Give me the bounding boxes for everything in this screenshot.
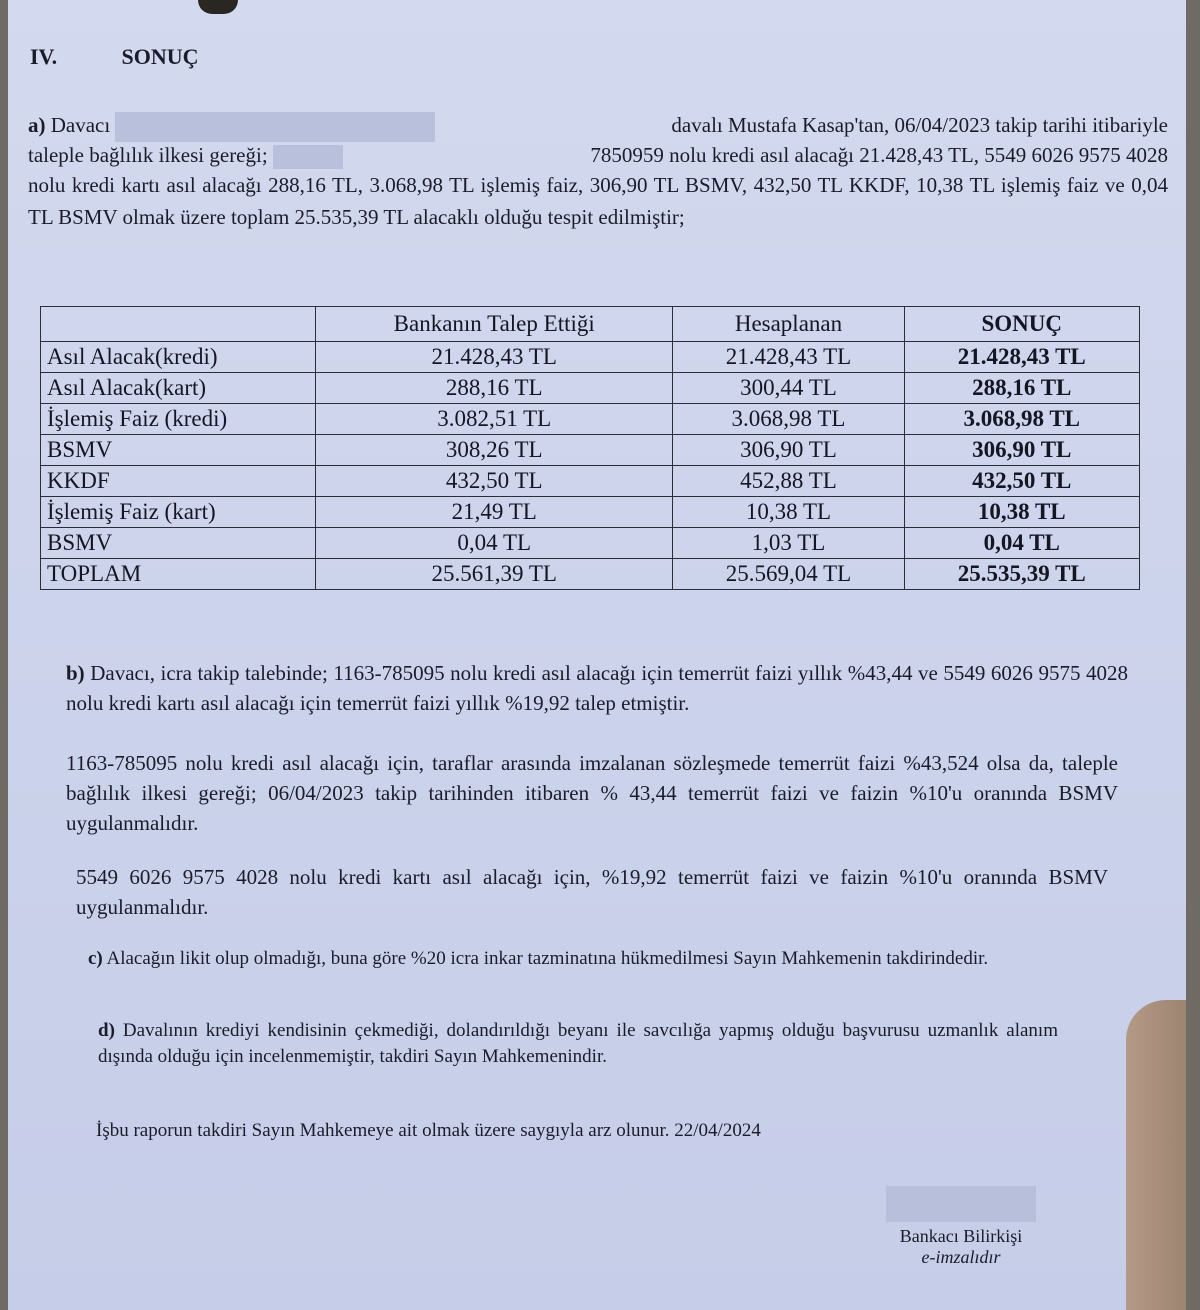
- row-label-cell: Asıl Alacak(kart): [41, 373, 316, 404]
- row-label-cell: KKDF: [41, 466, 316, 497]
- table-row: [41, 373, 1140, 404]
- calculated-cell: 300,44 TL: [673, 373, 904, 404]
- requested-cell: 288,16 TL: [316, 373, 673, 404]
- requested-cell: 25.561,39 TL: [316, 559, 673, 590]
- redacted-number: [273, 145, 343, 169]
- table-row: [41, 342, 1140, 373]
- results-table: [40, 306, 1140, 590]
- requested-cell: 21,49 TL: [316, 497, 673, 528]
- table-header-cell: Bankanın Talep Ettiği: [316, 307, 673, 342]
- result-cell: 10,38 TL: [904, 497, 1139, 528]
- requested-cell: 3.082,51 TL: [316, 404, 673, 435]
- requested-cell: 308,26 TL: [316, 435, 673, 466]
- result-cell: 306,90 TL: [904, 435, 1139, 466]
- requested-cell: 0,04 TL: [316, 528, 673, 559]
- paragraph-a-line2-start: taleple bağlılık ilkesi gereği;: [28, 143, 268, 168]
- result-cell: 432,50 TL: [904, 466, 1139, 497]
- closing-statement: İşbu raporun takdiri Sayın Mahkemeye ait olmak üzere saygıyla arz olunur. 22/04/2024: [96, 1120, 761, 1141]
- paragraph-c-label: c): [88, 948, 103, 969]
- row-label-cell: TOPLAM: [41, 559, 316, 590]
- redacted-signature-name: [886, 1186, 1036, 1222]
- hand-holding-paper: [1126, 1000, 1186, 1310]
- table-row: [41, 528, 1140, 559]
- paragraph-a-line2-end: 7850959 nolu kredi asıl alacağı 21.428,43 TL, 5549 6026 9575 4028: [590, 143, 1168, 168]
- calculated-cell: 3.068,98 TL: [673, 404, 904, 435]
- calculated-cell: 10,38 TL: [673, 497, 904, 528]
- paragraph-b3: 5549 6026 9575 4028 nolu kredi kartı asıl alacağı için, %19,92 temerrüt faizi ve faizin %10'u oranında BSMV uygulanmalıdır.: [76, 865, 1108, 919]
- table-header-cell: [41, 307, 316, 342]
- table-header-cell: SONUÇ: [904, 307, 1139, 342]
- paragraph-a-line1: [28, 112, 1168, 142]
- background-object: [198, 0, 238, 14]
- paragraph-a-line1-end: davalı Mustafa Kasap'tan, 06/04/2023 takip tarihi itibariyle: [671, 113, 1168, 137]
- paragraph-d-label: d): [98, 1020, 115, 1041]
- paragraph-a-start: Davacı: [50, 113, 111, 137]
- row-label-cell: BSMV: [41, 528, 316, 559]
- paragraph-d-text: Davalının krediyi kendisinin çekmediği, dolandırıldığı beyanı ile savcılığa yapmış olduğu başvurusu uzmanlık alanım dışında olduğu için incelenmemiştir, takdiri Sayın Mahkemenindir.: [98, 1020, 1058, 1067]
- table-row: [41, 404, 1140, 435]
- table-row: [41, 497, 1140, 528]
- signature-title: Bankacı Bilirkişi: [899, 1226, 1023, 1246]
- calculated-cell: 1,03 TL: [673, 528, 904, 559]
- section-heading: [30, 44, 199, 70]
- result-cell: 3.068,98 TL: [904, 404, 1139, 435]
- section-title: SONUÇ: [121, 44, 199, 69]
- requested-cell: 21.428,43 TL: [316, 342, 673, 373]
- row-label-cell: İşlemiş Faiz (kredi): [41, 404, 316, 435]
- paragraph-a-line2: [28, 142, 1168, 169]
- calculated-cell: 306,90 TL: [673, 435, 904, 466]
- section-number: IV.: [30, 44, 58, 69]
- calculated-cell: 25.569,04 TL: [673, 559, 904, 590]
- calculated-cell: 452,88 TL: [673, 466, 904, 497]
- paragraph-d: [98, 1018, 1058, 1070]
- redacted-name: [115, 112, 435, 142]
- table-row: [41, 466, 1140, 497]
- document-page: [8, 0, 1186, 1310]
- requested-cell: 432,50 TL: [316, 466, 673, 497]
- result-cell: 25.535,39 TL: [904, 559, 1139, 590]
- paragraph-b: [66, 658, 1128, 718]
- paragraph-b2: 1163-785095 nolu kredi asıl alacağı için, taraflar arasında imzalanan sözleşmede temerrüt faizi %43,524 olsa da, taleple bağlılık ilkesi gereği; 06/04/2023 takip tarihinden itibaren % 43,44 temerrüt faizi ve faizin %10'u oranında BSMV uygulanmalıdır.: [66, 751, 1118, 835]
- table-row: [41, 435, 1140, 466]
- paragraph-a-rest: nolu kredi kartı asıl alacağı 288,16 TL, 3.068,98 TL işlemiş faiz, 306,90 TL BSMV, 432,50 TL KKDF, 10,38 TL işlemiş faiz ve 0,04 TL BSMV olmak üzere toplam 25.535,39 TL alacaklı olduğu tespit edilmiştir;: [28, 173, 1168, 230]
- row-label-cell: BSMV: [41, 435, 316, 466]
- paragraph-b-label: b): [66, 661, 85, 685]
- paragraph-c-text: Alacağın likit olup olmadığı, buna göre %20 icra inkar tazminatına hükmedilmesi Sayın Mahkemenin takdirindedir.: [106, 948, 989, 969]
- signature-note: e-imzalıdır: [921, 1247, 1001, 1267]
- result-cell: 0,04 TL: [904, 528, 1139, 559]
- paragraph-a: [28, 112, 1168, 233]
- table-header-cell: Hesaplanan: [673, 307, 904, 342]
- result-cell: 288,16 TL: [904, 373, 1139, 404]
- table-row: [41, 559, 1140, 590]
- paragraph-a-label: a): [28, 113, 46, 137]
- paragraph-c: [88, 946, 1098, 972]
- paragraph-b-text: Davacı, icra takip talebinde; 1163-785095 nolu kredi asıl alacağı için temerrüt faizi yıllık %43,44 ve 5549 6026 9575 4028 nolu kredi kartı asıl alacağı için temerrüt faizi yıllık %19,92 talep etmiştir.: [66, 661, 1129, 715]
- result-cell: 21.428,43 TL: [904, 342, 1139, 373]
- signature-block: [886, 1186, 1036, 1268]
- table-header-row: [41, 307, 1140, 342]
- row-label-cell: İşlemiş Faiz (kart): [41, 497, 316, 528]
- row-label-cell: Asıl Alacak(kredi): [41, 342, 316, 373]
- calculated-cell: 21.428,43 TL: [673, 342, 904, 373]
